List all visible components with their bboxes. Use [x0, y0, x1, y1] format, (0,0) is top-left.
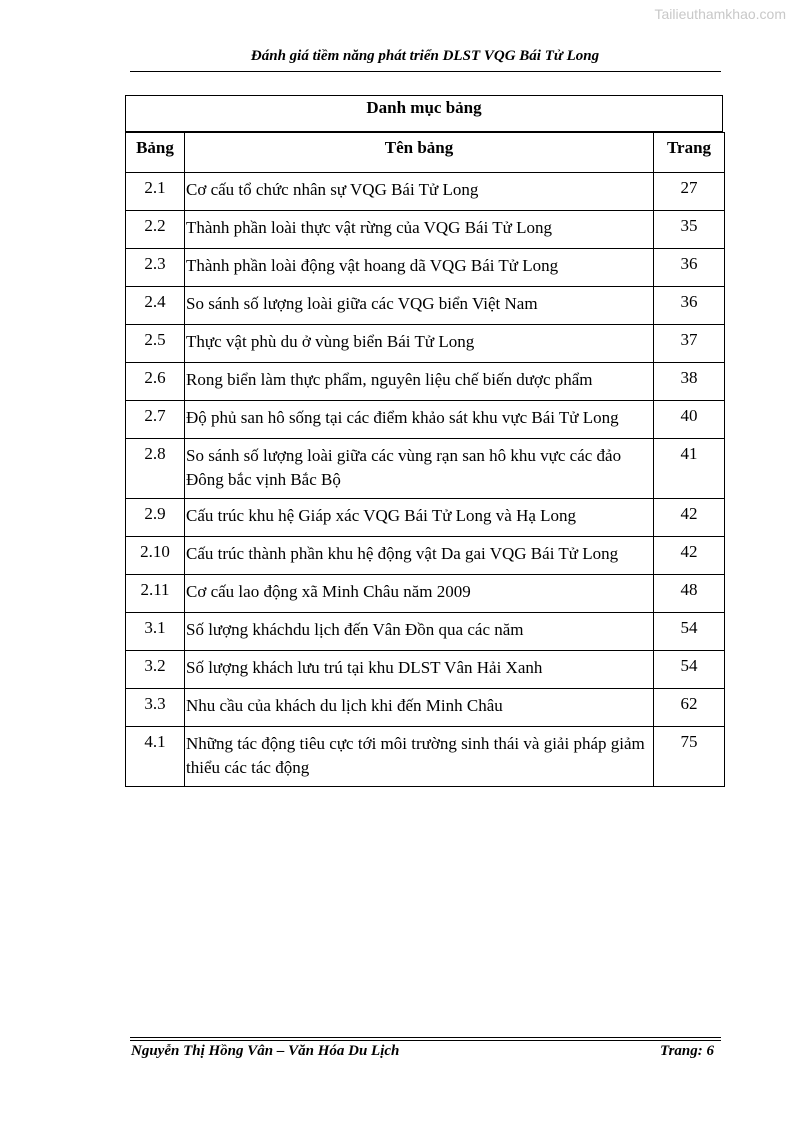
table-cell-page: 35	[654, 211, 725, 249]
table-cell-name: Số lượng kháchdu lịch đến Vân Đồn qua các năm	[185, 613, 654, 651]
table-cell-name: So sánh số lượng loài giữa các VQG biển Việt Nam	[185, 287, 654, 325]
table-cell-page: 75	[654, 727, 725, 787]
table-cell-page: 48	[654, 575, 725, 613]
table-cell-number: 2.5	[126, 325, 185, 363]
table-cell-name: Số lượng khách lưu trú tại khu DLST Vân Hải Xanh	[185, 651, 654, 689]
table-row	[126, 401, 725, 439]
table-cell-page: 54	[654, 613, 725, 651]
table-title: Danh mục bảng	[125, 95, 723, 132]
table-cell-page: 36	[654, 287, 725, 325]
table-cell-number: 3.3	[126, 689, 185, 727]
table-cell-page: 42	[654, 499, 725, 537]
table-cell-name: Nhu cầu của khách du lịch khi đến Minh Châu	[185, 689, 654, 727]
table-cell-number: 2.9	[126, 499, 185, 537]
column-header-name: Tên bảng	[185, 133, 654, 173]
table-row	[126, 363, 725, 401]
table-cell-name: Cấu trúc khu hệ Giáp xác VQG Bái Tử Long và Hạ Long	[185, 499, 654, 537]
table-cell-number: 2.2	[126, 211, 185, 249]
table-cell-page: 62	[654, 689, 725, 727]
table-row	[126, 499, 725, 537]
table-row	[126, 249, 725, 287]
footer-divider-double	[130, 1040, 721, 1041]
table-cell-page: 40	[654, 401, 725, 439]
table-row	[126, 325, 725, 363]
table-cell-number: 3.2	[126, 651, 185, 689]
table-row	[126, 575, 725, 613]
table-cell-name: Rong biển làm thực phẩm, nguyên liệu chế biến dược phẩm	[185, 363, 654, 401]
table-header-row	[126, 133, 725, 173]
table-cell-number: 2.11	[126, 575, 185, 613]
table-cell-name: Cơ cấu tổ chức nhân sự VQG Bái Tử Long	[185, 173, 654, 211]
column-header-number: Bảng	[126, 133, 185, 173]
table-row	[126, 287, 725, 325]
table-cell-name: Cơ cấu lao động xã Minh Châu năm 2009	[185, 575, 654, 613]
footer-divider	[130, 1037, 721, 1038]
table-cell-page: 38	[654, 363, 725, 401]
table-row	[126, 537, 725, 575]
table-cell-page: 36	[654, 249, 725, 287]
table-row	[126, 439, 725, 499]
table-cell-number: 2.1	[126, 173, 185, 211]
column-header-page: Trang	[654, 133, 725, 173]
table-cell-name: Cấu trúc thành phần khu hệ động vật Da gai VQG Bái Tử Long	[185, 537, 654, 575]
table-cell-name: Những tác động tiêu cực tới môi trường sinh thái và giải pháp giảm thiểu các tác động	[185, 727, 654, 787]
table-cell-name: Thành phần loài động vật hoang dã VQG Bái Tử Long	[185, 249, 654, 287]
table-cell-number: 4.1	[126, 727, 185, 787]
table-cell-number: 2.4	[126, 287, 185, 325]
table-row	[126, 689, 725, 727]
table-cell-page: 41	[654, 439, 725, 499]
footer-author: Nguyễn Thị Hồng Vân – Văn Hóa Du Lịch	[131, 1043, 400, 1059]
table-cell-name: So sánh số lượng loài giữa các vùng rạn san hô khu vực các đảo Đông bắc vịnh Bắc Bộ	[185, 439, 654, 499]
footer-page-number: Trang: 6	[659, 1043, 714, 1059]
table-row	[126, 211, 725, 249]
watermark: Tailieuthamkhao.com	[654, 6, 786, 22]
page-header-title: Đánh giá tiềm năng phát triển DLST VQG Bái Tử Long	[250, 48, 600, 64]
table-row	[126, 613, 725, 651]
table-row	[126, 727, 725, 787]
table-cell-name: Độ phủ san hô sống tại các điểm khảo sát khu vực Bái Tử Long	[185, 401, 654, 439]
table-row	[126, 173, 725, 211]
table-cell-page: 27	[654, 173, 725, 211]
table-cell-number: 3.1	[126, 613, 185, 651]
table-cell-page: 42	[654, 537, 725, 575]
table-cell-name: Thành phần loài thực vật rừng của VQG Bái Tử Long	[185, 211, 654, 249]
table-cell-page: 54	[654, 651, 725, 689]
table-cell-name: Thực vật phù du ở vùng biển Bái Tử Long	[185, 325, 654, 363]
table-list	[125, 132, 725, 787]
table-cell-number: 2.7	[126, 401, 185, 439]
table-row	[126, 651, 725, 689]
table-cell-page: 37	[654, 325, 725, 363]
table-cell-number: 2.10	[126, 537, 185, 575]
table-cell-number: 2.6	[126, 363, 185, 401]
table-cell-number: 2.8	[126, 439, 185, 499]
header-divider	[130, 71, 721, 72]
table-cell-number: 2.3	[126, 249, 185, 287]
